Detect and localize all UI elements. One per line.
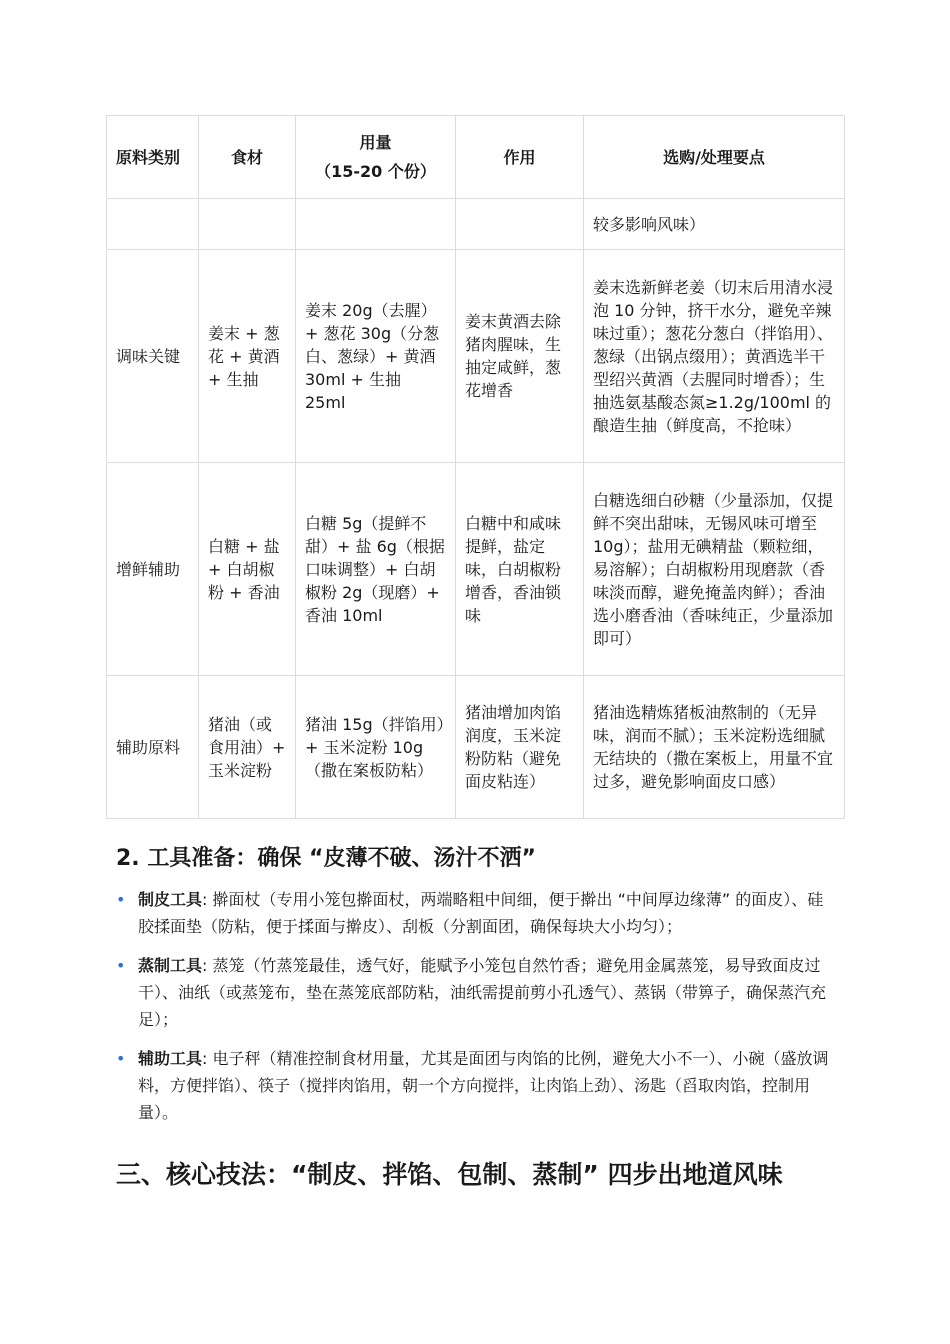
table-row [107,463,845,676]
cell-effect: 猪油增加肉馅润度，玉米淀粉防粘（避免面皮粘连） [456,676,584,819]
cell-category [107,199,199,250]
table-header-row [107,116,845,199]
list-item-label: 辅助工具 [138,1049,203,1068]
cell-category: 辅助原料 [107,676,199,819]
cell-ingredient: 猪油（或食用油）+ 玉米淀粉 [199,676,296,819]
cell-amount [296,199,456,250]
header-amount-line2: （15-20 个份） [315,162,436,181]
header-amount [296,116,456,199]
list-item [116,1045,836,1126]
cell-ingredient: 白糖 + 盐 + 白胡椒粉 + 香油 [199,463,296,676]
chapter-heading-techniques: 三、核心技法：“制皮、拌馅、包制、蒸制” 四步出地道风味 [116,1160,783,1189]
cell-ingredient [199,199,296,250]
cell-category: 增鲜辅助 [107,463,199,676]
bullet-icon: • [116,890,126,909]
table-row [107,676,845,819]
list-item-label: 制皮工具 [138,890,203,909]
cell-category: 调味关键 [107,250,199,463]
cell-tips: 姜末选新鲜老姜（切末后用清水浸泡 10 分钟，挤干水分，避免辛辣味过重）；葱花分葱白（拌馅用）、葱绿（出锅点缀用）；黄酒选半干型绍兴黄酒（去腥同时增香）；生抽选氨基酸态氮≥1.2g/100ml 的酿造生抽（鲜度高，不抢味） [584,250,845,463]
cell-tips: 猪油选精炼猪板油熬制的（无异味，润而不腻）；玉米淀粉选细腻无结块的（撒在案板上，用量不宜过多，避免影响面皮口感） [584,676,845,819]
list-item-text: : 蒸笼（竹蒸笼最佳，透气好，能赋予小笼包自然竹香；避免用金属蒸笼，易导致面皮过干）、油纸（或蒸笼布，垫在蒸笼底部防粘，油纸需提前剪小孔透气）、蒸锅（带箅子，确保蒸汽充足）； [138,956,827,1029]
list-item-label: 蒸制工具 [138,956,203,975]
cell-tips: 较多影响风味） [584,199,845,250]
ingredients-table [106,115,845,819]
cell-effect: 白糖中和咸味提鲜，盐定味，白胡椒粉增香，香油锁味 [456,463,584,676]
header-category: 原料类别 [107,116,199,199]
section-heading-tools: 2. 工具准备：确保 “皮薄不破、汤汁不洒” [116,846,536,871]
header-amount-line1: 用量 [359,133,392,152]
cell-amount: 姜末 20g（去腥）+ 葱花 30g（分葱白、葱绿）+ 黄酒 30ml + 生抽 25ml [296,250,456,463]
header-effect: 作用 [456,116,584,199]
table-row [107,199,845,250]
header-ingredient: 食材 [199,116,296,199]
cell-amount: 猪油 15g（拌馅用）+ 玉米淀粉 10g（撒在案板防粘） [296,676,456,819]
list-item [116,886,836,940]
bullet-icon: • [116,1049,126,1068]
cell-tips: 白糖选细白砂糖（少量添加，仅提鲜不突出甜味，无锡风味可增至 10g）；盐用无碘精盐（颗粒细，易溶解）；白胡椒粉用现磨款（香味淡而醇，避免掩盖肉鲜）；香油选小磨香油（香味纯正，少量添加即可） [584,463,845,676]
header-tips: 选购/处理要点 [584,116,845,199]
table-row [107,250,845,463]
list-item-text: : 擀面杖（专用小笼包擀面杖，两端略粗中间细，便于擀出 “中间厚边缘薄” 的面皮）、硅胶揉面垫（防粘，便于揉面与擀皮）、刮板（分割面团，确保每块大小均匀）； [138,890,824,936]
cell-ingredient: 姜末 + 葱花 + 黄酒 + 生抽 [199,250,296,463]
bullet-icon: • [116,956,126,975]
cell-effect [456,199,584,250]
tools-list [116,886,836,1138]
cell-amount: 白糖 5g（提鲜不甜）+ 盐 6g（根据口味调整）+ 白胡椒粉 2g（现磨）+ 香油 10ml [296,463,456,676]
cell-effect: 姜末黄酒去除猪肉腥味，生抽定咸鲜，葱花增香 [456,250,584,463]
list-item [116,952,836,1033]
list-item-text: : 电子秤（精准控制食材用量，尤其是面团与肉馅的比例，避免大小不一）、小碗（盛放调料，方便拌馅）、筷子（搅拌肉馅用，朝一个方向搅拌，让肉馅上劲）、汤匙（舀取肉馅，控制用量）。 [138,1049,829,1122]
